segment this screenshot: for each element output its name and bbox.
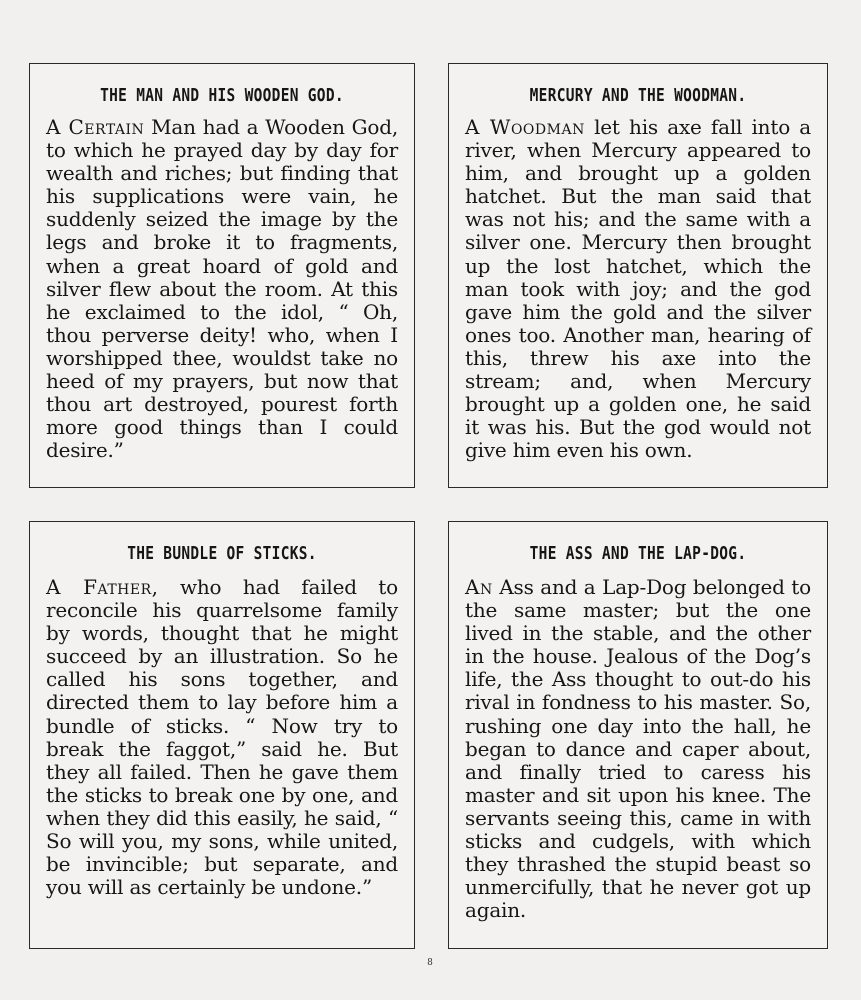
- fable-lead-words: A Father,: [46, 575, 159, 599]
- fable-panel-ass-and-lap-dog: [448, 521, 828, 949]
- fable-body: Man had a Wooden God, to which he prayed day by day for wealth and riches; but finding that his supplications were vain, he suddenly seized the image by the legs and broke it to fragments, when a great hoard of gold and silver flew about the room. At this he exclaimed to the idol, “ Oh, thou perverse deity! who, when I worshipped thee, wouldst take no heed of my prayers, but now that thou art destroyed, pourest forth more good things than I could desire.”: [46, 115, 398, 463]
- fable-body: Ass and a Lap-Dog belonged to the same master; but the one lived in the stable, and the other in the house. Jealous of the Dog’s life, the Ass thought to out-do his rival in fondness to his master. So, rushing one day into the hall, he began to dance and caper about, and finally tried to caress his master and sit upon his knee. The servants seeing this, came in with sticks and cudgels, with which they thrashed the stupid beast so unmercifully, that he never got up again.: [465, 575, 811, 923]
- fable-text: [46, 116, 398, 462]
- fable-text: [46, 576, 398, 899]
- fable-title: MERCURY AND THE WOODMAN.: [529, 86, 747, 106]
- fable-title: THE BUNDLE OF STICKS.: [127, 544, 317, 564]
- fable-lead-words: A Woodman: [465, 115, 585, 139]
- fable-panel-bundle-of-sticks: [29, 521, 415, 949]
- fable-body: who had failed to reconcile his quarrelsome family by words, thought that he might succeed by an illustration. So he called his sons together, and directed them to lay before him a bundle of sticks. “ Now try to break the faggot,” said he. But they all failed. Then he gave them the sticks to break one by one, and when they did this easily, he said, “ So will you, my sons, while united, be invincible; but separate, and you will as certainly be undone.”: [46, 575, 398, 900]
- fable-title: THE ASS AND THE LAP-DOG.: [529, 544, 747, 564]
- fable-title: THE MAN AND HIS WOODEN GOD.: [100, 86, 344, 106]
- fable-text: [465, 116, 811, 462]
- fable-text: [465, 576, 811, 922]
- fable-body: let his axe fall into a river, when Mercury appeared to him, and brought up a golden hatchet. But the man said that was not his; and the same with a silver one. Mercury then brought up the lost hatchet, which the man took with joy; and the god gave him the gold and the silver ones too. Another man, hearing of this, threw his axe into the stream; and, when Mercury brought up a golden one, he said it was his. But the god would not give him even his own.: [465, 115, 812, 463]
- fable-lead-words: A Certain: [46, 115, 145, 139]
- fable-panel-mercury-and-woodman: [448, 63, 828, 488]
- fable-lead-words: An: [465, 575, 493, 599]
- page-number: 8: [427, 958, 433, 968]
- fable-panel-man-and-wooden-god: [29, 63, 415, 488]
